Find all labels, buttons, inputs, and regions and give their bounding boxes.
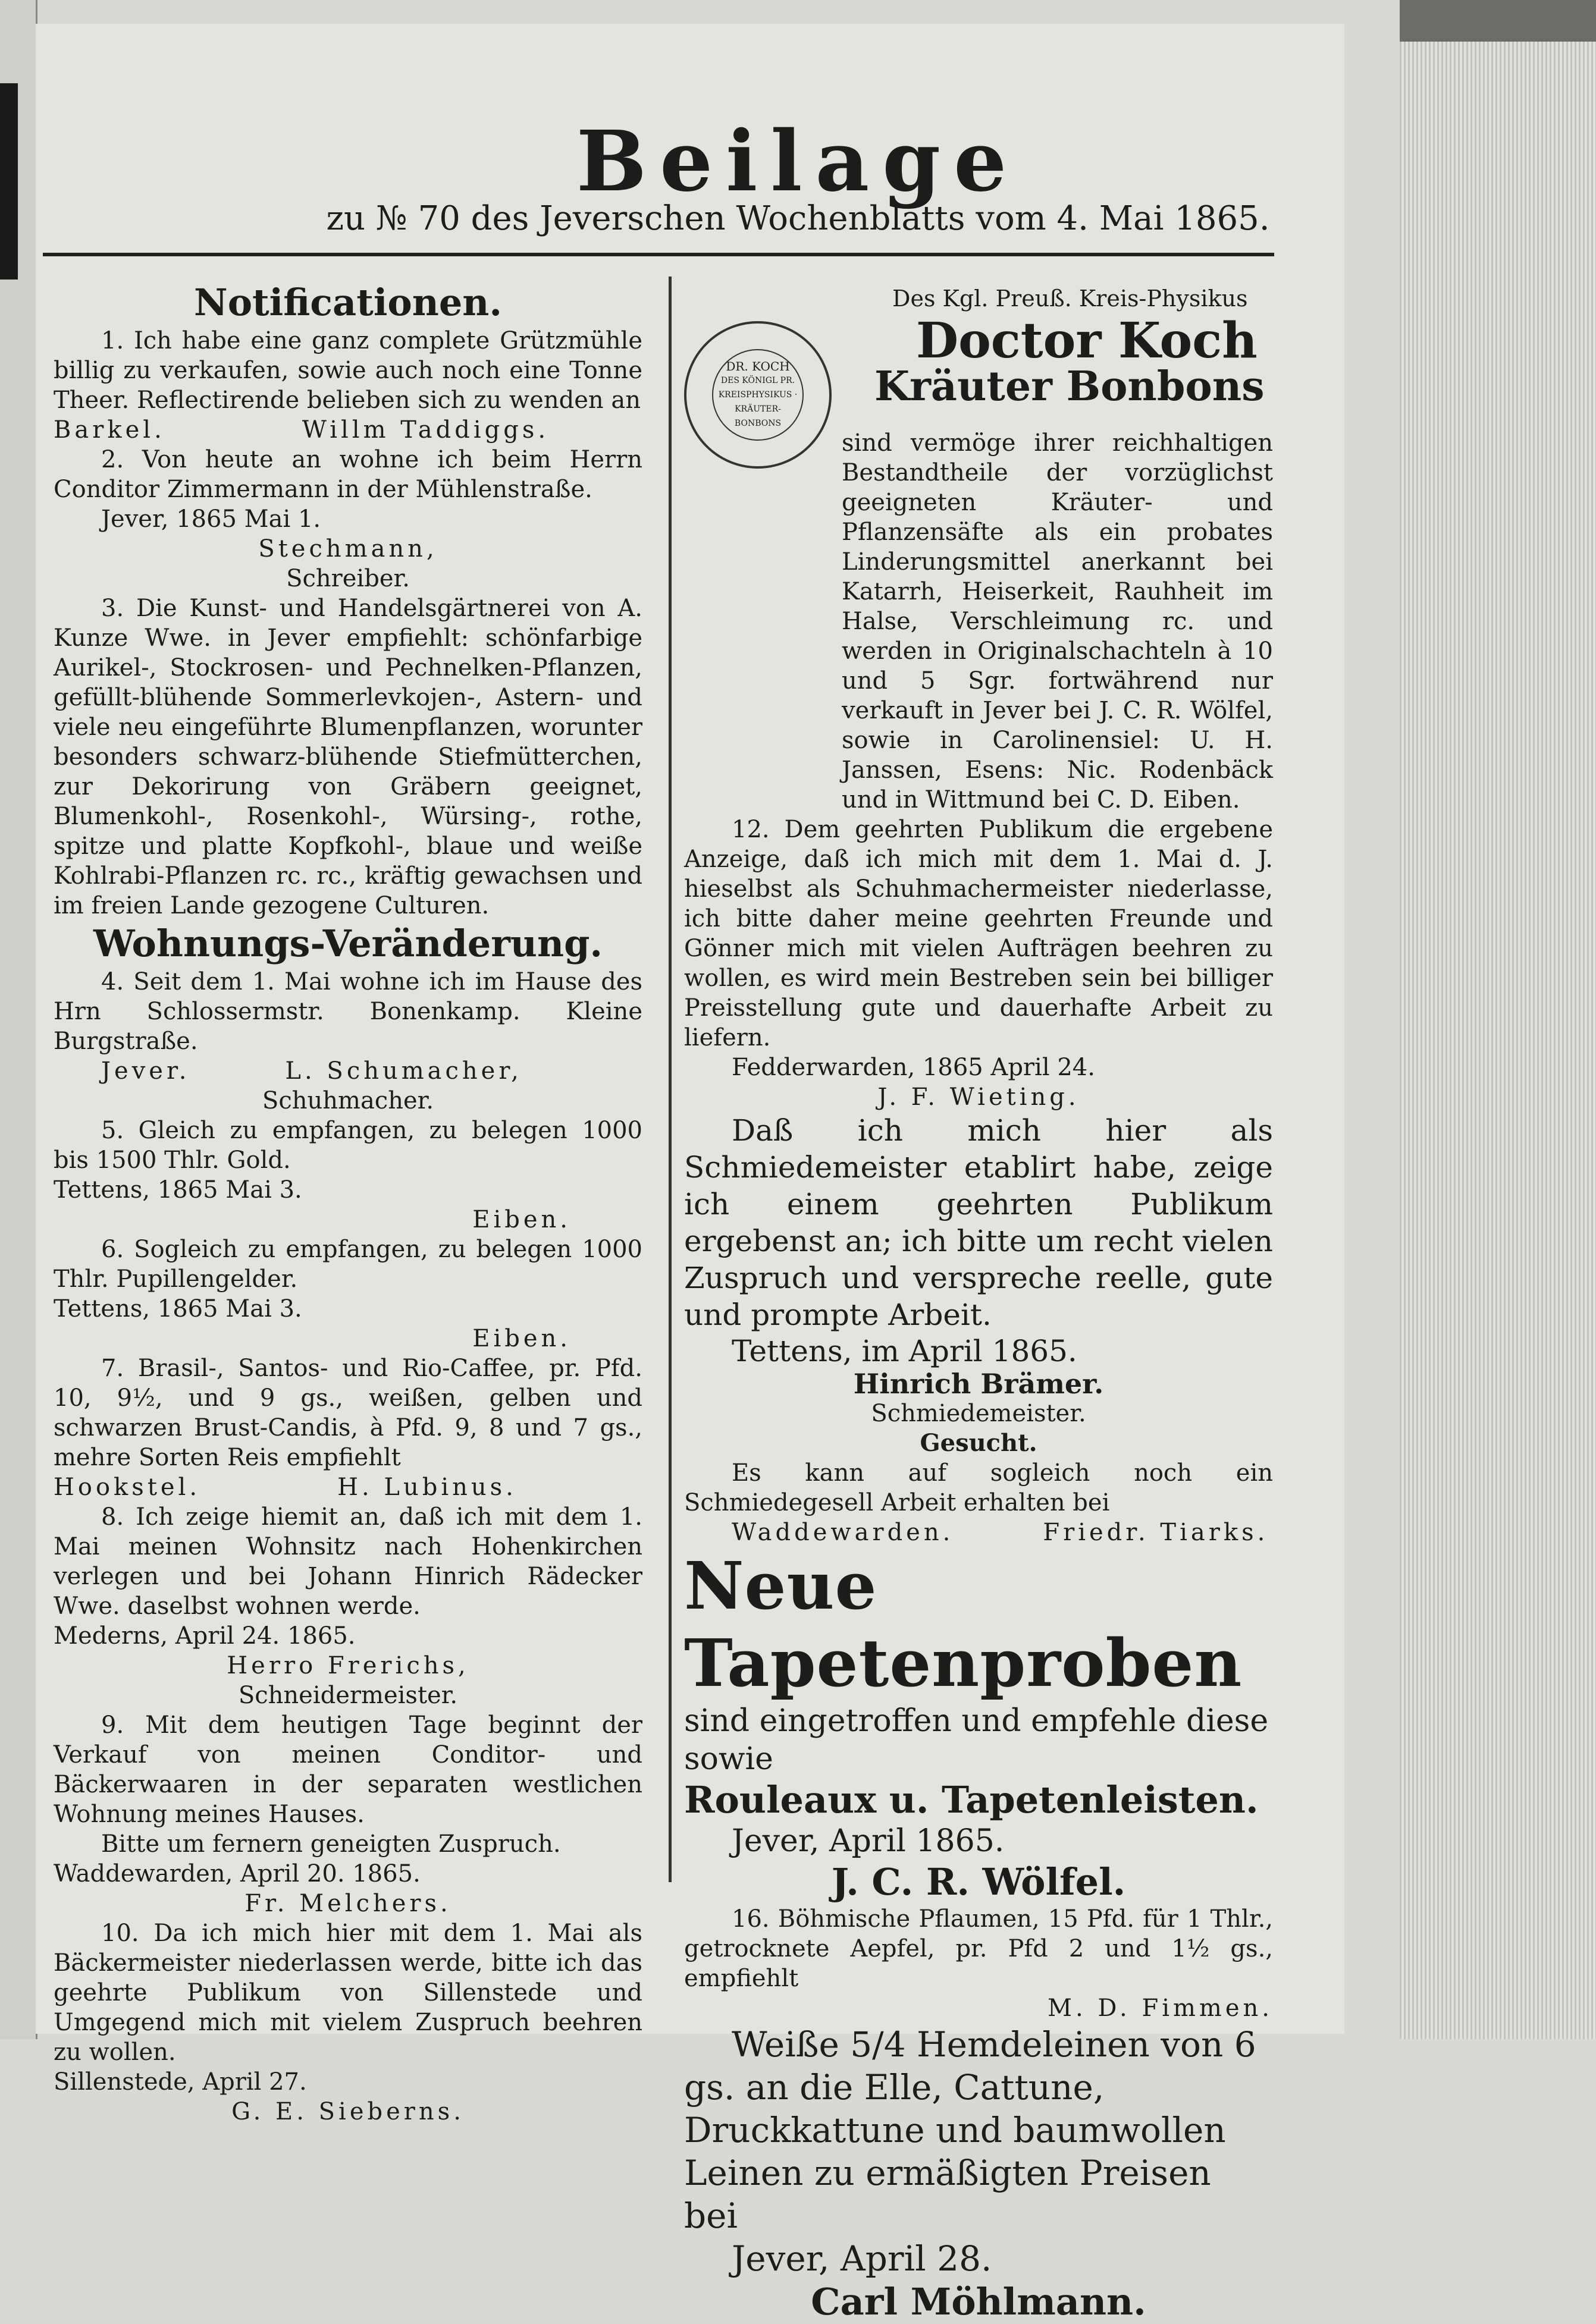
notice-1-name: Willm Taddiggs.	[302, 416, 550, 444]
notice-2-role: Schreiber.	[286, 565, 410, 592]
notice-2-date: Jever, 1865 Mai 1.	[101, 505, 321, 533]
notice-17-text: Weiße 5/4 Hemdeleinen von 6 gs. an die Elle, Cattune, Druckkattune und baumwollen Leinen zu ermäßigten Preisen bei	[684, 2024, 1256, 2236]
koch-stamp-inner	[712, 349, 804, 441]
notice-14-name: Friedr. Tiarks.	[1043, 1519, 1269, 1546]
notice-15-headline: Neue Tapetenproben	[684, 1547, 1243, 1701]
book-top-edge	[1400, 0, 1596, 42]
notice-1-place: Barkel.	[54, 416, 165, 444]
notice-6-date: Tettens, 1865 Mai 3.	[54, 1295, 302, 1323]
notice-1-text: 1. Ich habe eine ganz complete Grützmühle billig zu verkaufen, sowie auch noch eine Tonne Theer. Reflectirende belieben sich zu wenden an	[54, 327, 642, 414]
notice-16-text: 16. Böhmische Pflaumen, 15 Pfd. für 1 Thlr., getrocknete Aepfel, pr. Pfd 2 und 1½ gs., empfiehlt	[684, 1905, 1273, 1992]
header-rule	[43, 253, 1274, 256]
notice-8-date: Mederns, April 24. 1865.	[54, 1622, 356, 1650]
notice-10-name: G. E. Sieberns.	[231, 2098, 465, 2125]
notice-3-text: 3. Die Kunst- und Handelsgärtnerei von A. Kunze Wwe. in Jever empfiehlt: schönfarbige Aurikel-, Stockrosen- und Pechnelken-Pflanzen, gefüllt-blühende Sommerlevkojen-, Astern- und viele neu eingeführte Blumenpflanzen, worunter besonders schwarz-blühende Stiefmütterchen, zur Dekorirung von Gräbern geeignet, Blumenkohl-, Rosenkohl-, Würsing-, rothe, spitze und platte Kopfkohl-, blaue und weiße Kohlrabi-Pflanzen rc. rc., kräftig gewachsen und im freien Lande gezogene Culturen.	[54, 595, 642, 919]
notice-17-date: Jever, April 28.	[732, 2238, 992, 2279]
notice-7-signature	[54, 1472, 642, 1502]
notice-16-name: M. D. Fimmen.	[1047, 1995, 1273, 2022]
notice-2-text: 2. Von heute an wohne ich beim Herrn Conditor Zimmermann in der Mühlenstraße.	[54, 446, 642, 503]
notice-15-text: sind eingetroffen und empfehle diese sowie	[684, 1703, 1269, 1777]
notice-10-date: Sillenstede, April 27.	[54, 2068, 307, 2096]
notice-6-name: Eiben.	[472, 1325, 571, 1352]
notice-12-date: Fedderwarden, 1865 April 24.	[732, 1054, 1095, 1081]
notice-4-place: Jever.	[101, 1057, 190, 1085]
notice-14-text: Es kann auf sogleich noch ein Schmiedegesell Arbeit erhalten bei	[684, 1459, 1273, 1516]
section-wohnungs-veraenderung: Wohnungs-Veränderung.	[93, 922, 603, 965]
koch-line-1: Des Kgl. Preuß. Kreis-Physikus	[892, 285, 1248, 312]
notice-12-name: J. F. Wieting.	[877, 1084, 1080, 1111]
notice-14-title: Gesucht.	[920, 1429, 1037, 1457]
notice-15-date: Jever, April 1865.	[732, 1823, 1005, 1859]
notice-5-name: Eiben.	[472, 1206, 571, 1233]
notice-4-text: 4. Seit dem 1. Mai wohne ich im Hause des Hrn Schlossermstr. Bonenkamp. Kleine Burgstraße.	[54, 968, 642, 1055]
notice-8-text: 8. Ich zeige hiemit an, daß ich mit dem 1. Mai meinen Wohnsitz nach Hohenkirchen verlegen und bei Johann Hinrich Rädecker Wwe. daselbst wohnen werde.	[54, 1503, 642, 1620]
notice-14-place: Waddewarden.	[732, 1519, 954, 1546]
koch-subheading: Kräuter Bonbons	[874, 363, 1265, 410]
page-title: Beilage	[576, 113, 1020, 211]
koch-advert	[684, 279, 1273, 547]
notice-9-text2: Bitte um fernern geneigten Zuspruch.	[101, 1830, 561, 1858]
left-column	[54, 279, 642, 2127]
notice-8-role: Schneidermeister.	[238, 1682, 458, 1709]
notice-5-text: 5. Gleich zu empfangen, zu belegen 1000 bis 1500 Thlr. Gold.	[54, 1117, 642, 1174]
notice-13-name: Hinrich Brämer.	[853, 1368, 1104, 1400]
notice-7-name: H. Lubinus.	[337, 1474, 517, 1501]
koch-body: sind vermöge ihrer reichhaltigen Bestandtheile der vorzüglichst geeigneten Kräuter- und Pflanzensäfte als ein probates Linderungsmittel anerkannt bei Katarrh, Heiserkeit, Rauhheit im Halse, Verschleimung rc. und werden in Originalschachteln à 10 und 5 Sgr. fortwährend nur verkauft in Jever bei J. C. R. Wölfel, sowie in Carolinensiel: U. H. Janssen, Esens: Nic. Rodenbäck und in Wittmund bei C. D. Eiben.	[842, 429, 1273, 814]
notice-15-bold: Rouleaux u. Tapetenleisten.	[684, 1778, 1259, 1821]
notice-6-text: 6. Sogleich zu empfangen, zu belegen 1000 Thlr. Pupillengelder.	[54, 1236, 642, 1293]
right-column	[684, 279, 1273, 2324]
section-notificationen: Notificationen.	[194, 281, 502, 324]
notice-14-signature	[684, 1518, 1273, 1547]
notice-12-text: 12. Dem geehrten Publikum die ergebene Anzeige, daß ich mich mit dem 1. Mai d. J. hieselbst als Schuhmachermeister niederlasse, ich bitte daher meine geehrten Freunde und Gönner mich mit vielen Aufträgen beehren zu wollen, es wird mein Bestreben sein bei billiger Preisstellung gute und dauerhafte Arbeit zu liefern.	[684, 816, 1273, 1051]
page-subtitle: zu № 70 des Jeverschen Wochenblatts vom 4. Mai 1865.	[326, 199, 1270, 238]
notice-10-text: 10. Da ich mich hier mit dem 1. Mai als Bäckermeister niederlassen werde, bitte ich das geehrte Publikum von Sillenstede und Umgegend mich mit vielem Zuspruch beehren zu wollen.	[54, 1920, 642, 2066]
notice-7-place: Hookstel.	[54, 1474, 201, 1501]
notice-9-date: Waddewarden, April 20. 1865.	[54, 1860, 421, 1888]
stamp-outer-text: DES KÖNIGL PR. KREISPHYSIKUS · KRÄUTER-BONBONS	[718, 376, 798, 428]
book-left-edge	[0, 0, 37, 2039]
notice-5-date: Tettens, 1865 Mai 3.	[54, 1176, 302, 1204]
column-divider	[669, 277, 672, 1882]
koch-stamp	[684, 321, 832, 469]
notice-13-role: Schmiedemeister.	[871, 1400, 1086, 1427]
notice-13-text: Daß ich mich hier als Schmiedemeister etablirt habe, zeige ich einem geehrten Publikum ergebenst an; ich bitte um recht vielen Zuspruch und verspreche reelle, gute und prompte Arbeit.	[684, 1113, 1273, 1332]
notice-13-date: Tettens, im April 1865.	[732, 1334, 1077, 1368]
notice-4-name: L. Schumacher,	[285, 1057, 522, 1085]
koch-heading: Doctor Koch	[916, 312, 1258, 369]
book-page-edges	[1400, 42, 1596, 2039]
notice-7-text: 7. Brasil-, Santos- und Rio-Caffee, pr. Pfd. 10, 9½, und 9 gs., weißen, gelben und schwarzen Brust-Candis, à Pfd. 9, 8 und 7 gs., mehre Sorten Reis empfiehlt	[54, 1355, 642, 1471]
stamp-inner-text: DR. KOCH	[726, 359, 790, 373]
notice-1-signature	[54, 415, 642, 445]
notice-8-name: Herro Frerichs,	[227, 1652, 469, 1679]
notice-4-signature	[54, 1056, 642, 1086]
notice-4-role: Schuhmacher.	[262, 1087, 434, 1114]
notice-9-text: 9. Mit dem heutigen Tage beginnt der Verkauf von meinen Conditor- und Bäckerwaaren in der separaten westlichen Wohnung meines Hauses.	[54, 1711, 642, 1828]
notice-17-name: Carl Möhlmann.	[811, 2280, 1146, 2323]
notice-2-name: Stechmann,	[258, 535, 438, 563]
notice-9-name: Fr. Melchers.	[244, 1890, 451, 1917]
notice-15-name: J. C. R. Wölfel.	[831, 1860, 1126, 1904]
